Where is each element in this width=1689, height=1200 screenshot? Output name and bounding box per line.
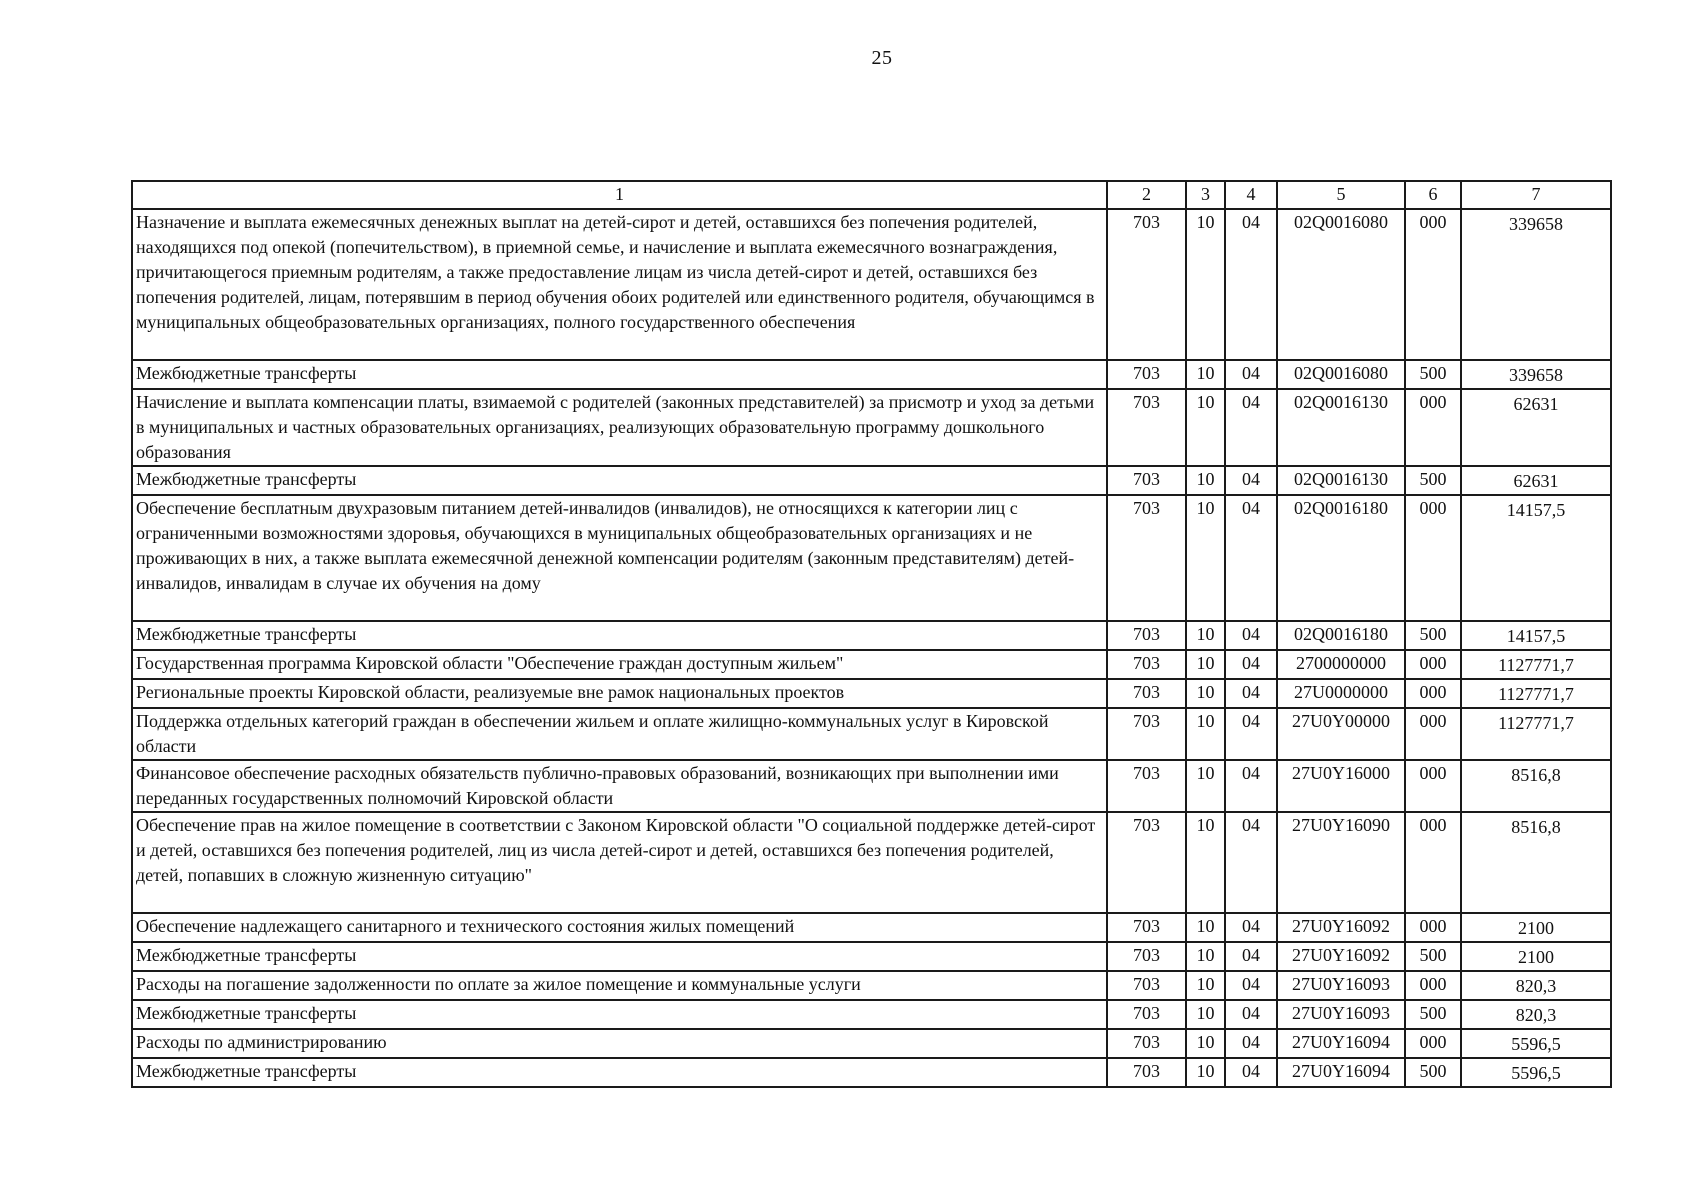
row-col-3: 10 — [1186, 913, 1225, 942]
row-amount: 62631 — [1461, 466, 1611, 495]
table-row — [132, 495, 1611, 621]
row-name: Поддержка отдельных категорий граждан в обеспечении жильем и оплате жилищно-коммунальных услуг в Кировской области — [132, 708, 1107, 760]
row-name: Расходы по администрированию — [132, 1029, 1107, 1058]
row-col-3: 10 — [1186, 971, 1225, 1000]
row-amount: 14157,5 — [1461, 621, 1611, 650]
row-col-4: 04 — [1225, 913, 1277, 942]
row-col-3: 10 — [1186, 389, 1225, 466]
row-col-6: 000 — [1405, 812, 1461, 913]
row-col-4: 04 — [1225, 360, 1277, 389]
header-col-6: 6 — [1405, 181, 1461, 209]
row-col-5: 02Q0016080 — [1277, 360, 1405, 389]
table-row — [132, 466, 1611, 495]
row-col-3: 10 — [1186, 495, 1225, 621]
row-col-6: 000 — [1405, 1029, 1461, 1058]
row-col-3: 10 — [1186, 1000, 1225, 1029]
row-col-2: 703 — [1107, 913, 1186, 942]
row-col-5: 27U0Y00000 — [1277, 708, 1405, 760]
row-col-3: 10 — [1186, 360, 1225, 389]
row-col-5: 27U0Y16094 — [1277, 1058, 1405, 1087]
row-col-4: 04 — [1225, 466, 1277, 495]
table-row — [132, 621, 1611, 650]
row-col-5: 02Q0016130 — [1277, 389, 1405, 466]
row-col-4: 04 — [1225, 679, 1277, 708]
row-col-4: 04 — [1225, 708, 1277, 760]
row-col-4: 04 — [1225, 389, 1277, 466]
row-col-3: 10 — [1186, 679, 1225, 708]
row-name: Межбюджетные трансферты — [132, 942, 1107, 971]
row-amount: 2100 — [1461, 913, 1611, 942]
row-col-5: 2700000000 — [1277, 650, 1405, 679]
row-col-4: 04 — [1225, 650, 1277, 679]
row-name: Межбюджетные трансферты — [132, 1000, 1107, 1029]
row-col-5: 27U0Y16092 — [1277, 913, 1405, 942]
row-amount: 1127771,7 — [1461, 650, 1611, 679]
row-amount: 339658 — [1461, 360, 1611, 389]
row-col-3: 10 — [1186, 812, 1225, 913]
row-col-4: 04 — [1225, 971, 1277, 1000]
row-col-6: 000 — [1405, 913, 1461, 942]
header-col-7: 7 — [1461, 181, 1611, 209]
row-col-3: 10 — [1186, 466, 1225, 495]
row-col-6: 000 — [1405, 760, 1461, 812]
row-col-6: 000 — [1405, 650, 1461, 679]
row-col-4: 04 — [1225, 1058, 1277, 1087]
row-col-4: 04 — [1225, 760, 1277, 812]
row-col-6: 000 — [1405, 708, 1461, 760]
row-col-2: 703 — [1107, 1000, 1186, 1029]
table-row — [132, 209, 1611, 360]
table-row — [132, 389, 1611, 466]
row-col-3: 10 — [1186, 760, 1225, 812]
row-col-6: 000 — [1405, 971, 1461, 1000]
row-amount: 339658 — [1461, 209, 1611, 360]
table-row — [132, 913, 1611, 942]
row-name: Межбюджетные трансферты — [132, 360, 1107, 389]
row-col-6: 500 — [1405, 621, 1461, 650]
table-header — [132, 181, 1611, 209]
table-row — [132, 360, 1611, 389]
row-col-2: 703 — [1107, 942, 1186, 971]
row-col-2: 703 — [1107, 466, 1186, 495]
row-name: Финансовое обеспечение расходных обязательств публично-правовых образований, возникающих при выполнении ими переданных государственных полномочий Кировской области — [132, 760, 1107, 812]
table-row — [132, 708, 1611, 760]
row-col-4: 04 — [1225, 812, 1277, 913]
row-col-2: 703 — [1107, 495, 1186, 621]
row-col-4: 04 — [1225, 495, 1277, 621]
row-col-6: 000 — [1405, 389, 1461, 466]
row-col-4: 04 — [1225, 621, 1277, 650]
row-amount: 820,3 — [1461, 971, 1611, 1000]
budget-table — [131, 180, 1612, 1088]
row-col-3: 10 — [1186, 1058, 1225, 1087]
row-col-3: 10 — [1186, 621, 1225, 650]
row-col-5: 02Q0016080 — [1277, 209, 1405, 360]
row-name: Межбюджетные трансферты — [132, 621, 1107, 650]
table-row — [132, 650, 1611, 679]
row-name: Обеспечение бесплатным двухразовым питанием детей-инвалидов (инвалидов), не относящихся к категории лиц с ограниченными возможностями здоровья, обучающихся в муниципальных общеобразовательных организациях и не проживающих в них, а также выплата ежемесячной денежной компенсации родителям (законным представителям) детей-инвалидов, инвалидам в случае их обучения на дому — [132, 495, 1107, 621]
row-col-6: 500 — [1405, 466, 1461, 495]
page-number: 25 — [871, 47, 893, 69]
row-col-2: 703 — [1107, 621, 1186, 650]
row-amount: 8516,8 — [1461, 760, 1611, 812]
table-row — [132, 1029, 1611, 1058]
row-col-3: 10 — [1186, 942, 1225, 971]
row-col-3: 10 — [1186, 708, 1225, 760]
header-col-3: 3 — [1186, 181, 1225, 209]
row-col-2: 703 — [1107, 360, 1186, 389]
row-col-2: 703 — [1107, 389, 1186, 466]
row-name: Региональные проекты Кировской области, реализуемые вне рамок национальных проектов — [132, 679, 1107, 708]
table-row — [132, 760, 1611, 812]
row-col-2: 703 — [1107, 971, 1186, 1000]
row-col-2: 703 — [1107, 812, 1186, 913]
row-col-5: 02Q0016180 — [1277, 621, 1405, 650]
row-col-4: 04 — [1225, 1029, 1277, 1058]
row-name: Назначение и выплата ежемесячных денежных выплат на детей-сирот и детей, оставшихся без попечения родителей, находящихся под опекой (попечительством), в приемной семье, и начисление и выплата ежемесячного вознаграждения, причитающегося приемным родителям, а также предоставление лицам из числа детей-сирот и детей, оставшихся без попечения родителей, лицам, потерявшим в период обучения обоих родителей или единственного родителя, обучающимся в муниципальных общеобразовательных организациях, полного государственного обеспечения — [132, 209, 1107, 360]
row-name: Межбюджетные трансферты — [132, 466, 1107, 495]
row-name: Начисление и выплата компенсации платы, взимаемой с родителей (законных представителей) за присмотр и уход за детьми в муниципальных и частных образовательных организациях, реализующих образовательную программу дошкольного образования — [132, 389, 1107, 466]
row-col-5: 27U0Y16093 — [1277, 971, 1405, 1000]
row-col-5: 27U0Y16094 — [1277, 1029, 1405, 1058]
row-amount: 1127771,7 — [1461, 679, 1611, 708]
row-amount: 1127771,7 — [1461, 708, 1611, 760]
row-col-2: 703 — [1107, 650, 1186, 679]
row-col-5: 02Q0016130 — [1277, 466, 1405, 495]
header-col-4: 4 — [1225, 181, 1277, 209]
row-name: Межбюджетные трансферты — [132, 1058, 1107, 1087]
row-name: Обеспечение надлежащего санитарного и технического состояния жилых помещений — [132, 913, 1107, 942]
table-row — [132, 812, 1611, 913]
header-col-5: 5 — [1277, 181, 1405, 209]
table-body — [132, 209, 1611, 1087]
row-amount: 820,3 — [1461, 1000, 1611, 1029]
row-amount: 62631 — [1461, 389, 1611, 466]
row-col-5: 27U0Y16093 — [1277, 1000, 1405, 1029]
row-col-5: 02Q0016180 — [1277, 495, 1405, 621]
row-col-5: 27U0Y16090 — [1277, 812, 1405, 913]
row-col-4: 04 — [1225, 942, 1277, 971]
header-row — [132, 181, 1611, 209]
row-col-3: 10 — [1186, 209, 1225, 360]
row-col-6: 000 — [1405, 209, 1461, 360]
row-col-4: 04 — [1225, 209, 1277, 360]
row-col-6: 000 — [1405, 495, 1461, 621]
row-col-3: 10 — [1186, 1029, 1225, 1058]
row-col-2: 703 — [1107, 708, 1186, 760]
row-col-6: 500 — [1405, 942, 1461, 971]
table-row — [132, 942, 1611, 971]
row-col-2: 703 — [1107, 679, 1186, 708]
row-amount: 5596,5 — [1461, 1029, 1611, 1058]
row-col-5: 27U0Y16092 — [1277, 942, 1405, 971]
row-amount: 5596,5 — [1461, 1058, 1611, 1087]
row-col-4: 04 — [1225, 1000, 1277, 1029]
table-row — [132, 971, 1611, 1000]
table-row — [132, 1058, 1611, 1087]
row-name: Государственная программа Кировской области "Обеспечение граждан доступным жильем" — [132, 650, 1107, 679]
row-col-6: 000 — [1405, 679, 1461, 708]
row-col-2: 703 — [1107, 209, 1186, 360]
table-row — [132, 1000, 1611, 1029]
row-col-3: 10 — [1186, 650, 1225, 679]
table-row — [132, 679, 1611, 708]
row-col-2: 703 — [1107, 760, 1186, 812]
row-col-5: 27U0000000 — [1277, 679, 1405, 708]
row-col-5: 27U0Y16000 — [1277, 760, 1405, 812]
row-col-6: 500 — [1405, 1000, 1461, 1029]
row-amount: 8516,8 — [1461, 812, 1611, 913]
header-col-1: 1 — [132, 181, 1107, 209]
row-col-6: 500 — [1405, 360, 1461, 389]
row-amount: 2100 — [1461, 942, 1611, 971]
row-col-6: 500 — [1405, 1058, 1461, 1087]
row-name: Расходы на погашение задолженности по оплате за жилое помещение и коммунальные услуги — [132, 971, 1107, 1000]
row-name: Обеспечение прав на жилое помещение в соответствии с Законом Кировской области "О социальной поддержке детей-сирот и детей, оставшихся без попечения родителей, лиц из числа детей-сирот и детей, оставшихся без попечения родителей, детей, попавших в сложную жизненную ситуацию" — [132, 812, 1107, 913]
row-col-2: 703 — [1107, 1058, 1186, 1087]
row-amount: 14157,5 — [1461, 495, 1611, 621]
header-col-2: 2 — [1107, 181, 1186, 209]
row-col-2: 703 — [1107, 1029, 1186, 1058]
